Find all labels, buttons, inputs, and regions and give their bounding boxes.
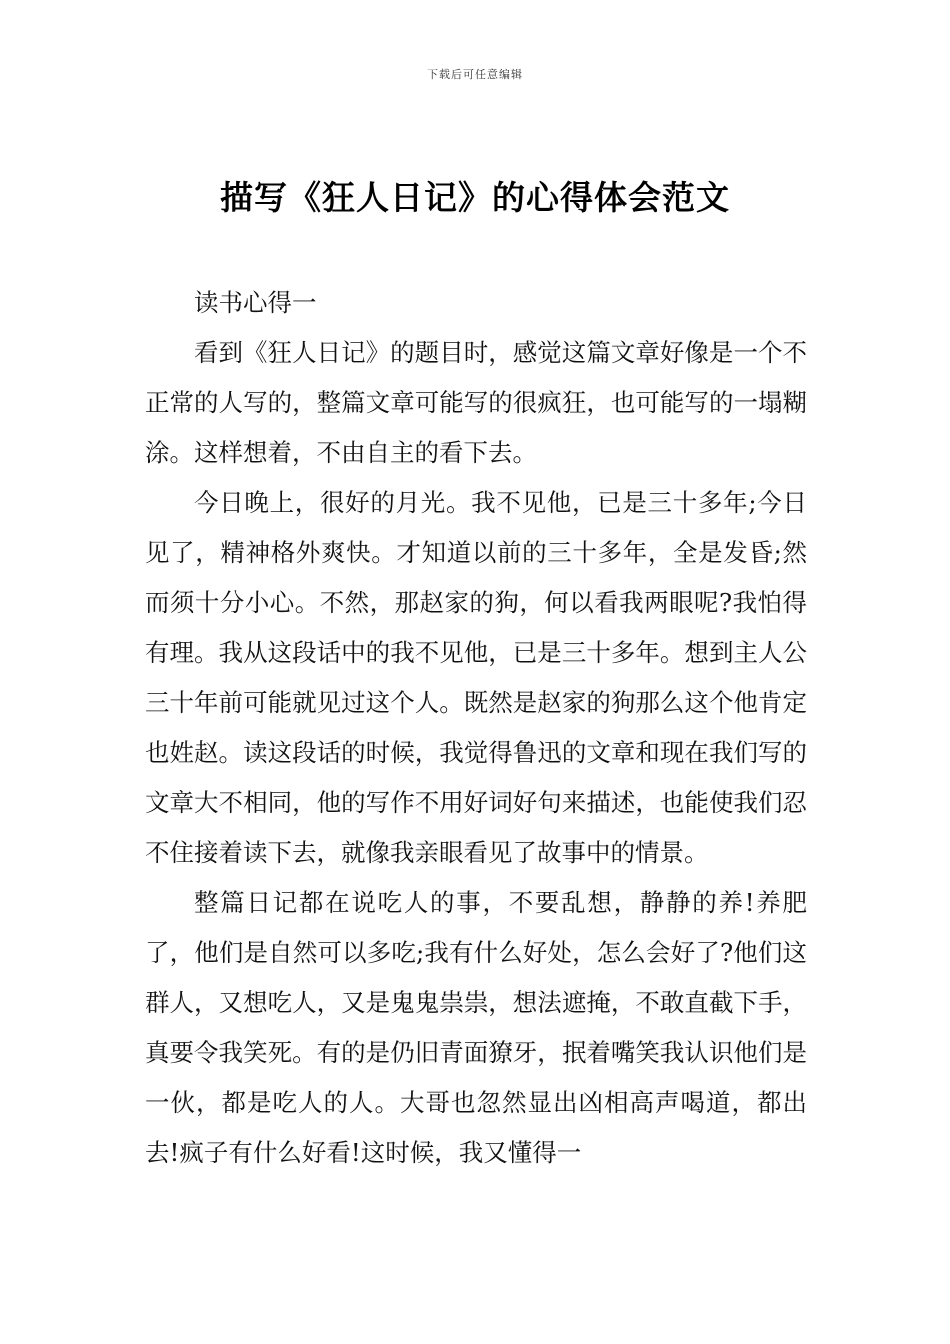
body-paragraph: 整篇日记都在说吃人的事，不要乱想，静静的养!养肥了，他们是自然可以多吃;我有什么好处，怎么会好了?他们这群人，又想吃人，又是鬼鬼祟祟，想法遮掩，不敢直截下手，真要令我笑死。有的是仍旧青面獠牙，抿着嘴笑我认识他们是一伙，都是吃人的人。大哥也忽然显出凶相高声喝道，都出去!疯子有什么好看!这时候，我又懂得一: [145, 888, 807, 1167]
header-note: 下载后可任意编辑: [427, 68, 523, 81]
section-heading: 读书心得一: [194, 288, 317, 317]
body-paragraph: 看到《狂人日记》的题目时，感觉这篇文章好像是一个不正常的人写的，整篇文章可能写的很疯狂，也可能写的一塌糊涂。这样想着，不由自主的看下去。: [145, 338, 807, 467]
body-paragraph: 今日晚上，很好的月光。我不见他，已是三十多年;今日见了，精神格外爽快。才知道以前的三十多年，全是发昏;然而须十分小心。不然，那赵家的狗，何以看我两眼呢?我怕得有理。我从这段话中的我不见他，已是三十多年。想到主人公三十年前可能就见过这个人。既然是赵家的狗那么这个他肯定也姓赵。读这段话的时候，我觉得鲁迅的文章和现在我们写的文章大不相同，他的写作不用好词好句来描述，也能使我们忍不住接着读下去，就像我亲眼看见了故事中的情景。: [145, 488, 807, 867]
document-title: 描写《狂人日记》的心得体会范文: [220, 178, 730, 217]
document-body: [145, 278, 807, 1178]
